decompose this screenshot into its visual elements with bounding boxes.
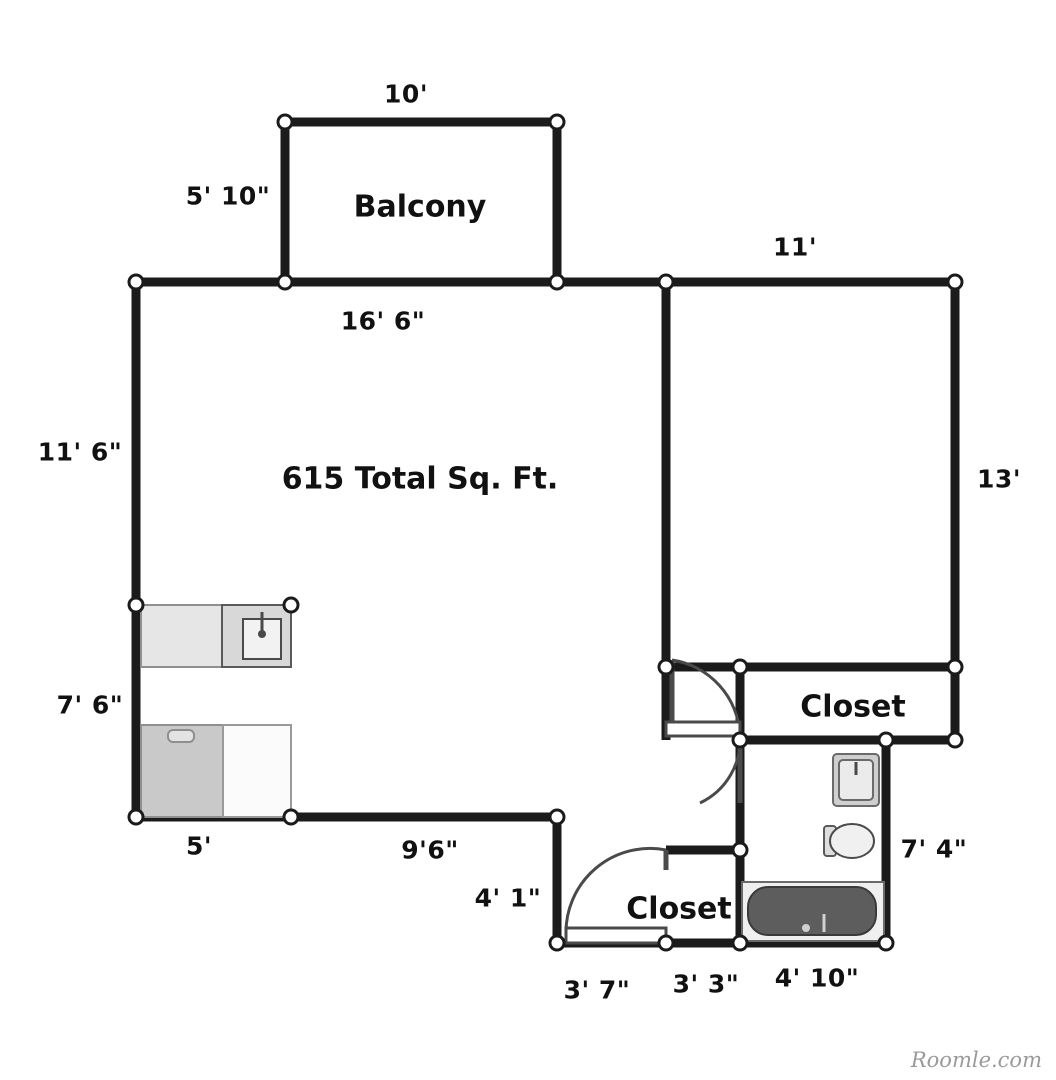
node [879,733,893,747]
node [948,275,962,289]
node [284,598,298,612]
door-bedroom-jamb [666,722,740,736]
node [879,936,893,950]
node [284,810,298,824]
dim-balcony-left-depth: 5' 10" [185,181,271,211]
bathtub-basin [748,887,876,935]
dim-closet-lower-bottom-width: 3' 7" [563,975,631,1005]
node [129,810,143,824]
node [659,936,673,950]
node [278,275,292,289]
dim-living-top-width: 16' 6" [340,306,426,336]
dim-kitchen-bottom-width: 5' [185,831,213,861]
dim-bath-right-depth: 7' 4" [900,834,968,864]
bathroom-fixtures [742,754,884,941]
toilet-bowl [830,824,874,858]
node [733,843,747,857]
node [733,733,747,747]
dim-living-left-upper: 11' 6" [37,437,123,467]
dim-balcony-top-width: 10' [384,79,428,109]
bathtub-drain-icon [802,924,810,932]
dim-living-bottom-width: 9'6" [401,835,459,865]
node [659,275,673,289]
total-area-label: 615 Total Sq. Ft. [281,461,559,497]
watermark: Roomle.com [910,1048,1042,1072]
node [550,810,564,824]
faucet-head-icon [258,630,266,638]
walls [136,122,955,943]
dim-bedroom-top-width: 11' [773,232,817,262]
room-label-balcony: Balcony [353,189,487,225]
room-label-closet-lower: Closet [626,891,732,927]
range-backsplash [168,730,194,742]
refrigerator-unit [223,725,291,817]
node [948,660,962,674]
door-closet-lower-panel [566,928,666,943]
dim-hall-left-depth: 4' 1" [474,883,542,913]
dim-living-left-lower: 7' 6" [56,690,124,720]
node [129,275,143,289]
node [948,733,962,747]
node [278,115,292,129]
kitchen-fixtures [141,605,291,817]
node [550,115,564,129]
wall-nodes [129,115,962,950]
node [733,660,747,674]
dim-bath-bottom-width: 4' 10" [774,963,860,993]
node [733,936,747,950]
room-label-closet-upper: Closet [800,689,906,725]
node [659,660,673,674]
node [550,275,564,289]
dim-bedroom-right-depth: 13' [977,464,1021,494]
node [550,936,564,950]
node [129,598,143,612]
dim-bath-left-bottom: 3' 3" [672,969,740,999]
